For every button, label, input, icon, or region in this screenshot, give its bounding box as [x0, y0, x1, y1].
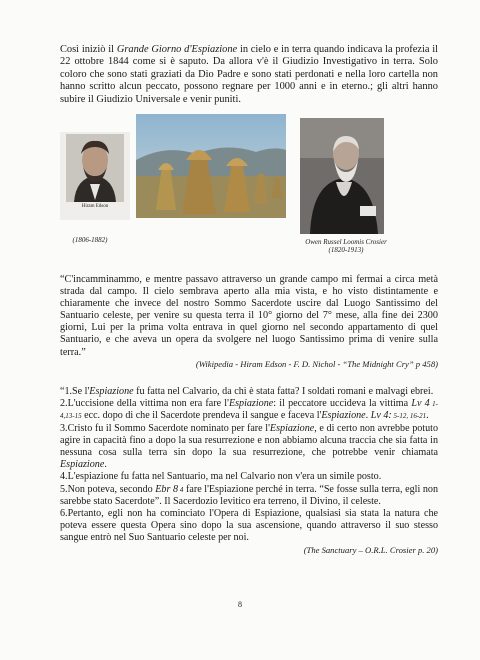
list-item-5: 5.Non poteva, secondo Ebr 8 4 fare l'Espiazione perché in terra. “Se fosse sulla terra, egli non sarebbe stato Sacerdote”. Il Sacerdozio levitico era terreno, il Divino, il celeste. — [60, 483, 439, 507]
edson-quote — [60, 274, 438, 370]
crosier-drawing — [300, 118, 384, 234]
list-item-6: 6.Pertanto, egli non ha cominciato l'Opera di Espiazione, qualsiasi sia stata la natura che poteva essere questa Opera sino dopo la sua ascensione, quando attraverso il suo stesso sangue entrò nel Suo Santuario celeste per noi. — [60, 508, 438, 544]
hiram-edson-years: (1806-1882) — [72, 236, 108, 244]
hiram-edson-portrait — [60, 132, 130, 220]
wheat-sheaves-drawing — [136, 114, 286, 218]
list-item-4: 4.L'espiazione fu fatta nel Santuario, ma nel Calvario non v'era un simile posto. — [60, 471, 382, 483]
page-number: 8 — [238, 600, 242, 609]
sanctuary-citation: (The Sanctuary – O.R.L. Crosier p. 20) — [303, 544, 438, 555]
intro-paragraph: Così iniziò il Grande Giorno d'Espiazione in cielo e in terra quando indicava la profezia il 22 ottobre 1844 come si è saputo. Da allora v'è il Giudizio Investigativo in terra. Solo coloro che sono stati graziati da Dio Padre e sono stati perdonati e nella loro cartella non hanno scritto alcun peccato, possono regnare per 1000 anni e in eterno.; gli altri hanno subire il Giudizio Universale e venir puniti. — [60, 44, 438, 105]
quote-citation: (Wikipedia - Hiram Edson - F. D. Nichol - “The Midnight Cry” p 458) — [195, 358, 438, 369]
list-item-2: 2.L'uccisione della vittima non era fare l'Espiazione: il peccatore uccideva la vittima Lv 4 1-4,13-15 ecc. dopo di che il Sacerdote prendeva il sangue e faceva l'Espiazione. Lv 4: 5-12, 16-21. — [60, 398, 438, 422]
quote-text: “C'incamminammo, e mentre passavo attraverso un grande campo mi fermai a circa metà strada dal campo. Il cielo sembrava aperto alla mia vista, e ho visto distintamente e chiaramente che invece del nostro Sommo Sacerdote uscire dal Luogo Santissimo del Santuario celeste, per venire su questa terra il 10° giorno del 7° mese, alla fine dei 2300 giorni, Lui per la prima volta entrava in quel giorno nel secondo appartamento di quel Santuario, e che aveva un opera da svolgere nel luogo Santissimo prima di venire sulla terra.” — [60, 274, 438, 358]
crosier-years: (1820-1913) — [328, 246, 364, 254]
crosier-name: Owen Russel Loomis Crosier — [305, 238, 387, 246]
crosier-caption — [286, 238, 406, 254]
list-item-3: 3.Cristo fu il Sommo Sacerdote nominato per fare l'Espiazione, e di certo non avrebbe potuto agire in capacità fino a dopo la sua resurrezione e non abbiamo alcuna traccia che sia fatta in nessuna cosa sulla terra sin dopo la sua resurrezione, che potrebbe venir chiamata Espiazione. — [60, 422, 438, 471]
ref-ebr8: Ebr 8 — [155, 483, 179, 495]
crosier-portrait — [300, 118, 384, 234]
ref-lv4-b: Lv 4: — [370, 410, 392, 422]
list-item-1: “1.Se l'Espiazione fu fatta nel Calvario, da chi è stata fatta? I soldati romani e malvagi ebrei. — [60, 386, 434, 397]
grande-giorno-title: Grande Giorno d'Espiazione — [116, 44, 238, 55]
wheat-field-photo — [136, 114, 286, 218]
ref-lv4: Lv 4 — [411, 398, 430, 410]
portrait-label: Hiram Edson — [81, 204, 109, 209]
atonement-list — [60, 386, 438, 556]
